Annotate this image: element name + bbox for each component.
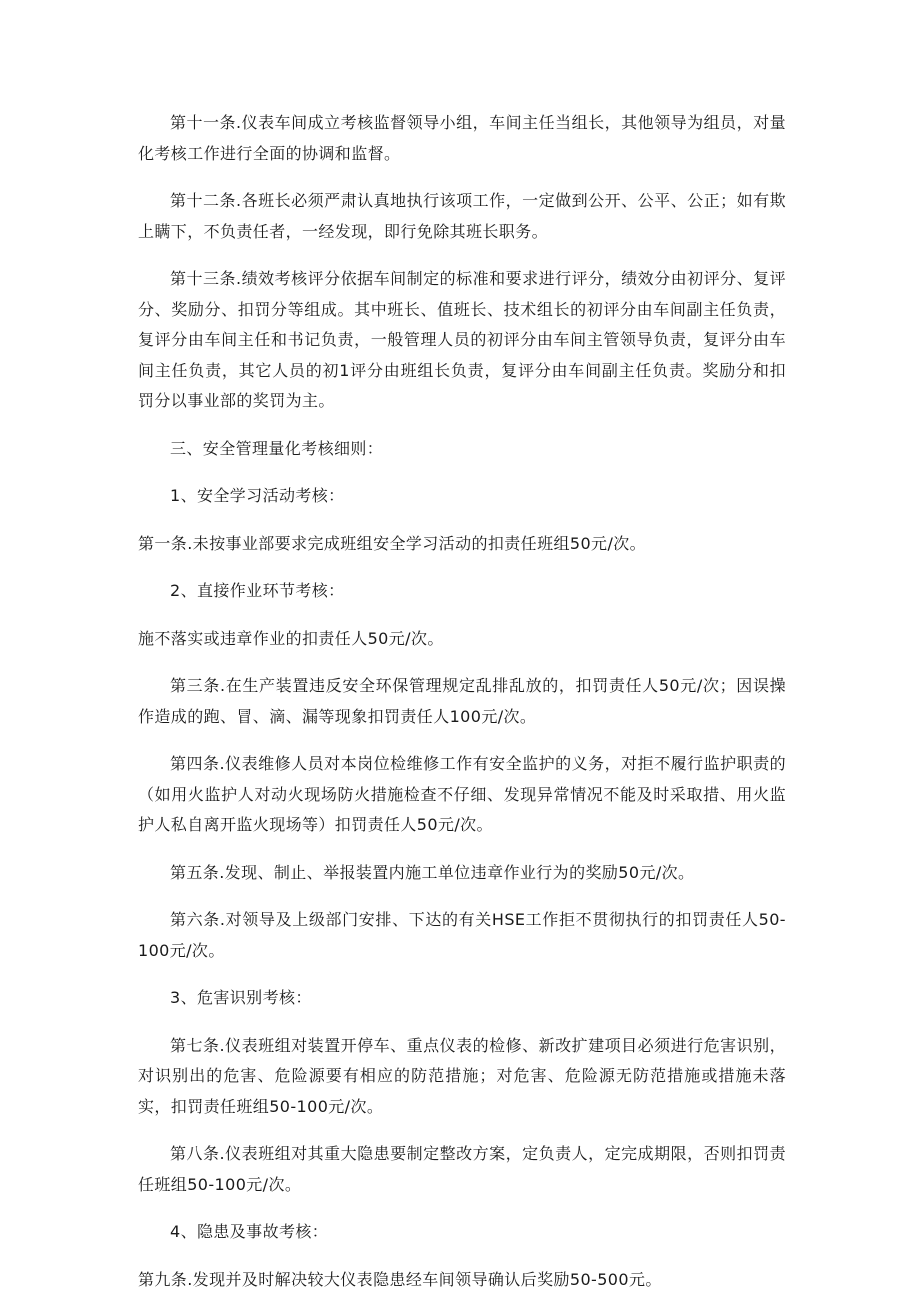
paragraph-article-12: 第十二条.各班长必须严肃认真地执行该项工作，一定做到公开、公平、公正；如有欺上瞒下，不负责任者，一经发现，即行免除其班长职务。 <box>138 191 786 241</box>
document-body <box>138 108 786 1312</box>
section-heading-safety-rules: 三、安全管理量化考核细则： <box>170 438 384 458</box>
paragraph-article-8: 第八条.仪表班组对其重大隐患要制定整改方案，定负责人，定完成期限，否则扣罚责任班组50-100元/次。 <box>138 1144 786 1194</box>
paragraph-article-7: 第七条.仪表班组对装置开停车、重点仪表的检修、新改扩建项目必须进行危害识别，对识别出的危害、危险源要有相应的防范措施；对危害、危险源无防范措施或措施未落实，扣罚责任班组50-100元/次。 <box>138 1035 786 1116</box>
subheading-hazards-accidents: 4、隐患及事故考核： <box>170 1222 329 1241</box>
paragraph-article-3: 第三条.在生产装置违反安全环保管理规定乱排乱放的，扣罚责任人50元/次；因误操作造成的跑、冒、滴、漏等现象扣罚责任人100元/次。 <box>138 676 786 726</box>
paragraph-article-2-fragment: 施不落实或违章作业的扣责任人50元/次。 <box>138 628 444 648</box>
paragraph-article-1: 第一条.未按事业部要求完成班组安全学习活动的扣责任班组50元/次。 <box>138 533 647 553</box>
paragraph-article-5: 第五条.发现、制止、举报装置内施工单位违章作业行为的奖励50元/次。 <box>170 862 695 882</box>
subheading-safety-study: 1、安全学习活动考核： <box>170 486 345 505</box>
paragraph-article-9: 第九条.发现并及时解决较大仪表隐患经车间领导确认后奖励50-500元。 <box>138 1269 662 1289</box>
paragraph-article-13: 第十三条.绩效考核评分依据车间制定的标准和要求进行评分，绩效分由初评分、复评分、奖励分、扣罚分等组成。其中班长、值班长、技术组长的初评分由车间副主任负责，复评分由车间主任和书记负责，一般管理人员的初评分由车间主管领导负责，复评分由车间主任负责，其它人员的初1评分由班组长负责，复评分由车间副主任负责。奖励分和扣罚分以事业部的奖罚为主。 <box>138 269 786 410</box>
subheading-direct-operation: 2、直接作业环节考核： <box>170 581 345 600</box>
paragraph-article-6: 第六条.对领导及上级部门安排、下达的有关HSE工作拒不贯彻执行的扣罚责任人50-100元/次。 <box>138 910 786 960</box>
paragraph-article-11: 第十一条.仪表车间成立考核监督领导小组，车间主任当组长，其他领导为组员，对量化考核工作进行全面的协调和监督。 <box>138 113 786 163</box>
paragraph-article-4: 第四条.仪表维修人员对本岗位检维修工作有安全监护的义务，对拒不履行监护职责的（如用火监护人对动火现场防火措施检查不仔细、发现异常情况不能及时采取措、用火监护人私自离开监火现场等）扣罚责任人50元/次。 <box>138 754 786 834</box>
subheading-hazard-identification: 3、危害识别考核： <box>170 988 312 1007</box>
